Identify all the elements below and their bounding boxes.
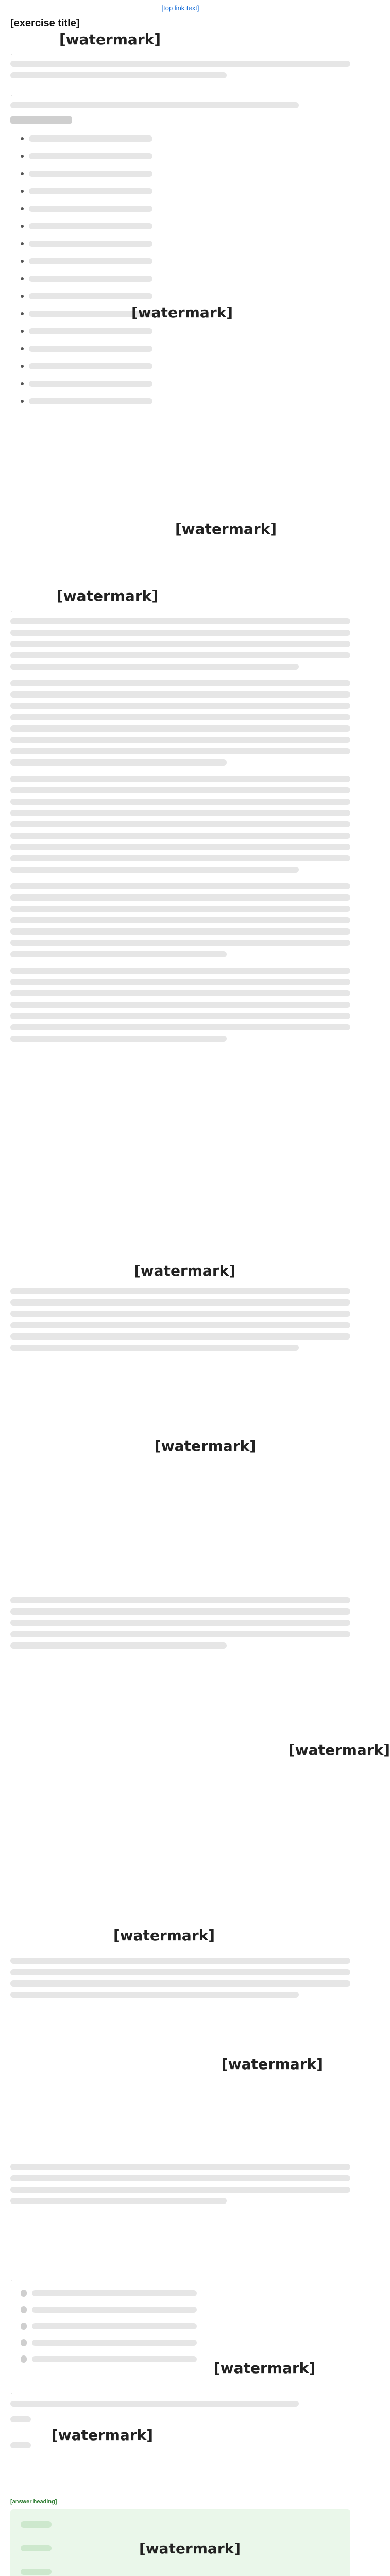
list-item: [21, 223, 227, 230]
text-line-placeholder: [10, 1299, 350, 1306]
list-item: [21, 152, 227, 160]
wordlist-heading-placeholder: [10, 116, 72, 124]
text-line-placeholder: [10, 1958, 350, 1964]
list-item: [21, 240, 227, 247]
text-line-placeholder: [10, 2175, 350, 2181]
text-line-placeholder: [10, 691, 350, 698]
list-item: [21, 275, 227, 282]
text-line-placeholder: [10, 664, 299, 670]
step-label: ·: [10, 93, 12, 99]
text-line-placeholder: [10, 883, 350, 889]
text-line-placeholder: [10, 1969, 350, 1975]
watermark: [watermark]: [134, 1262, 236, 1279]
text-line-placeholder: [10, 725, 350, 732]
answer-box: [10, 2509, 350, 2576]
answer-line-placeholder: [21, 2569, 52, 2575]
list-item: [21, 188, 227, 195]
text-line-placeholder: [10, 776, 350, 782]
list-item: [21, 205, 227, 212]
text-line-placeholder: [10, 1322, 350, 1328]
text-line-placeholder: [10, 855, 350, 861]
list-item: [21, 170, 227, 177]
watermark: [watermark]: [113, 1927, 215, 1944]
text-line-placeholder: [10, 979, 350, 985]
text-line-placeholder: [10, 1642, 227, 1649]
text-line-placeholder: [10, 1036, 227, 1042]
text-line-placeholder: [10, 652, 350, 658]
text-line-placeholder: [10, 894, 350, 901]
list-item: [21, 258, 227, 265]
numbered-item: [21, 2306, 278, 2313]
text-line-placeholder: [10, 703, 350, 709]
list-item: [21, 328, 227, 335]
text-line-placeholder: [10, 990, 350, 996]
text-line-placeholder: [10, 833, 350, 839]
list-item: [21, 398, 227, 405]
watermark: [watermark]: [52, 2427, 154, 2444]
step-label: ·: [10, 2391, 12, 2397]
answer-line-placeholder: [21, 2521, 52, 2528]
numbered-item: [21, 2290, 278, 2297]
text-line-placeholder: [10, 2187, 350, 2193]
text-line-placeholder: [10, 748, 350, 754]
text-line-placeholder: [10, 810, 350, 816]
text-line-placeholder: [10, 641, 350, 647]
text-line-placeholder: [10, 968, 350, 974]
text-line-placeholder: [10, 844, 350, 850]
watermark: [watermark]: [59, 31, 161, 48]
watermark: [watermark]: [139, 2540, 241, 2557]
text-line-placeholder: [10, 1608, 350, 1615]
text-line-placeholder: [10, 951, 227, 957]
text-line-placeholder: [10, 61, 350, 67]
text-line-placeholder: [10, 1311, 350, 1317]
text-line-placeholder: [10, 618, 350, 624]
top-search-link[interactable]: [top link text]: [161, 4, 199, 12]
text-line-placeholder: [10, 1288, 350, 1294]
watermark: [watermark]: [175, 520, 277, 537]
text-line-placeholder: [10, 1631, 350, 1637]
step-label: ·: [10, 52, 12, 58]
watermark: [watermark]: [155, 1437, 257, 1454]
text-line-placeholder: [10, 821, 350, 827]
text-line-placeholder: [10, 630, 350, 636]
step-label: ·: [10, 2277, 12, 2283]
text-line-placeholder: [10, 787, 350, 793]
answer-line-placeholder: [21, 2545, 52, 2551]
text-line-placeholder: [10, 917, 350, 923]
text-line-placeholder: [10, 1013, 350, 1019]
text-line-placeholder: [10, 2164, 350, 2170]
text-line-placeholder: [10, 1980, 350, 1987]
text-line-placeholder: [10, 72, 227, 78]
answer-heading: [answer heading]: [10, 2499, 57, 2505]
text-line-placeholder: [10, 2442, 31, 2448]
text-line-placeholder: [10, 1002, 350, 1008]
text-line-placeholder: [10, 940, 350, 946]
text-line-placeholder: [10, 102, 299, 108]
text-line-placeholder: [10, 1597, 350, 1603]
text-line-placeholder: [10, 1620, 350, 1626]
text-line-placeholder: [10, 906, 350, 912]
text-line-placeholder: [10, 2198, 227, 2204]
list-item: [21, 363, 227, 370]
text-line-placeholder: [10, 1992, 299, 1998]
watermark: [watermark]: [131, 304, 233, 321]
watermark: [watermark]: [289, 1741, 390, 1758]
text-line-placeholder: [10, 737, 350, 743]
text-line-placeholder: [10, 759, 227, 766]
text-line-placeholder: [10, 867, 299, 873]
page-title: [exercise title]: [10, 18, 80, 29]
text-line-placeholder: [10, 714, 350, 720]
text-line-placeholder: [10, 1333, 350, 1340]
text-line-placeholder: [10, 799, 350, 805]
numbered-item: [21, 2323, 278, 2330]
list-item: [21, 380, 227, 387]
text-line-placeholder: [10, 2401, 299, 2407]
watermark: [watermark]: [222, 2056, 324, 2073]
text-line-placeholder: [10, 928, 350, 935]
step-label: ·: [10, 608, 12, 614]
list-item: [21, 135, 227, 142]
list-item: [21, 345, 227, 352]
watermark: [watermark]: [214, 2360, 316, 2377]
watermark: [watermark]: [57, 587, 159, 604]
text-line-placeholder: [10, 1345, 299, 1351]
text-line-placeholder: [10, 1024, 350, 1030]
text-line-placeholder: [10, 680, 350, 686]
list-item: [21, 293, 227, 300]
text-line-placeholder: [10, 2416, 31, 2422]
numbered-item: [21, 2339, 278, 2346]
